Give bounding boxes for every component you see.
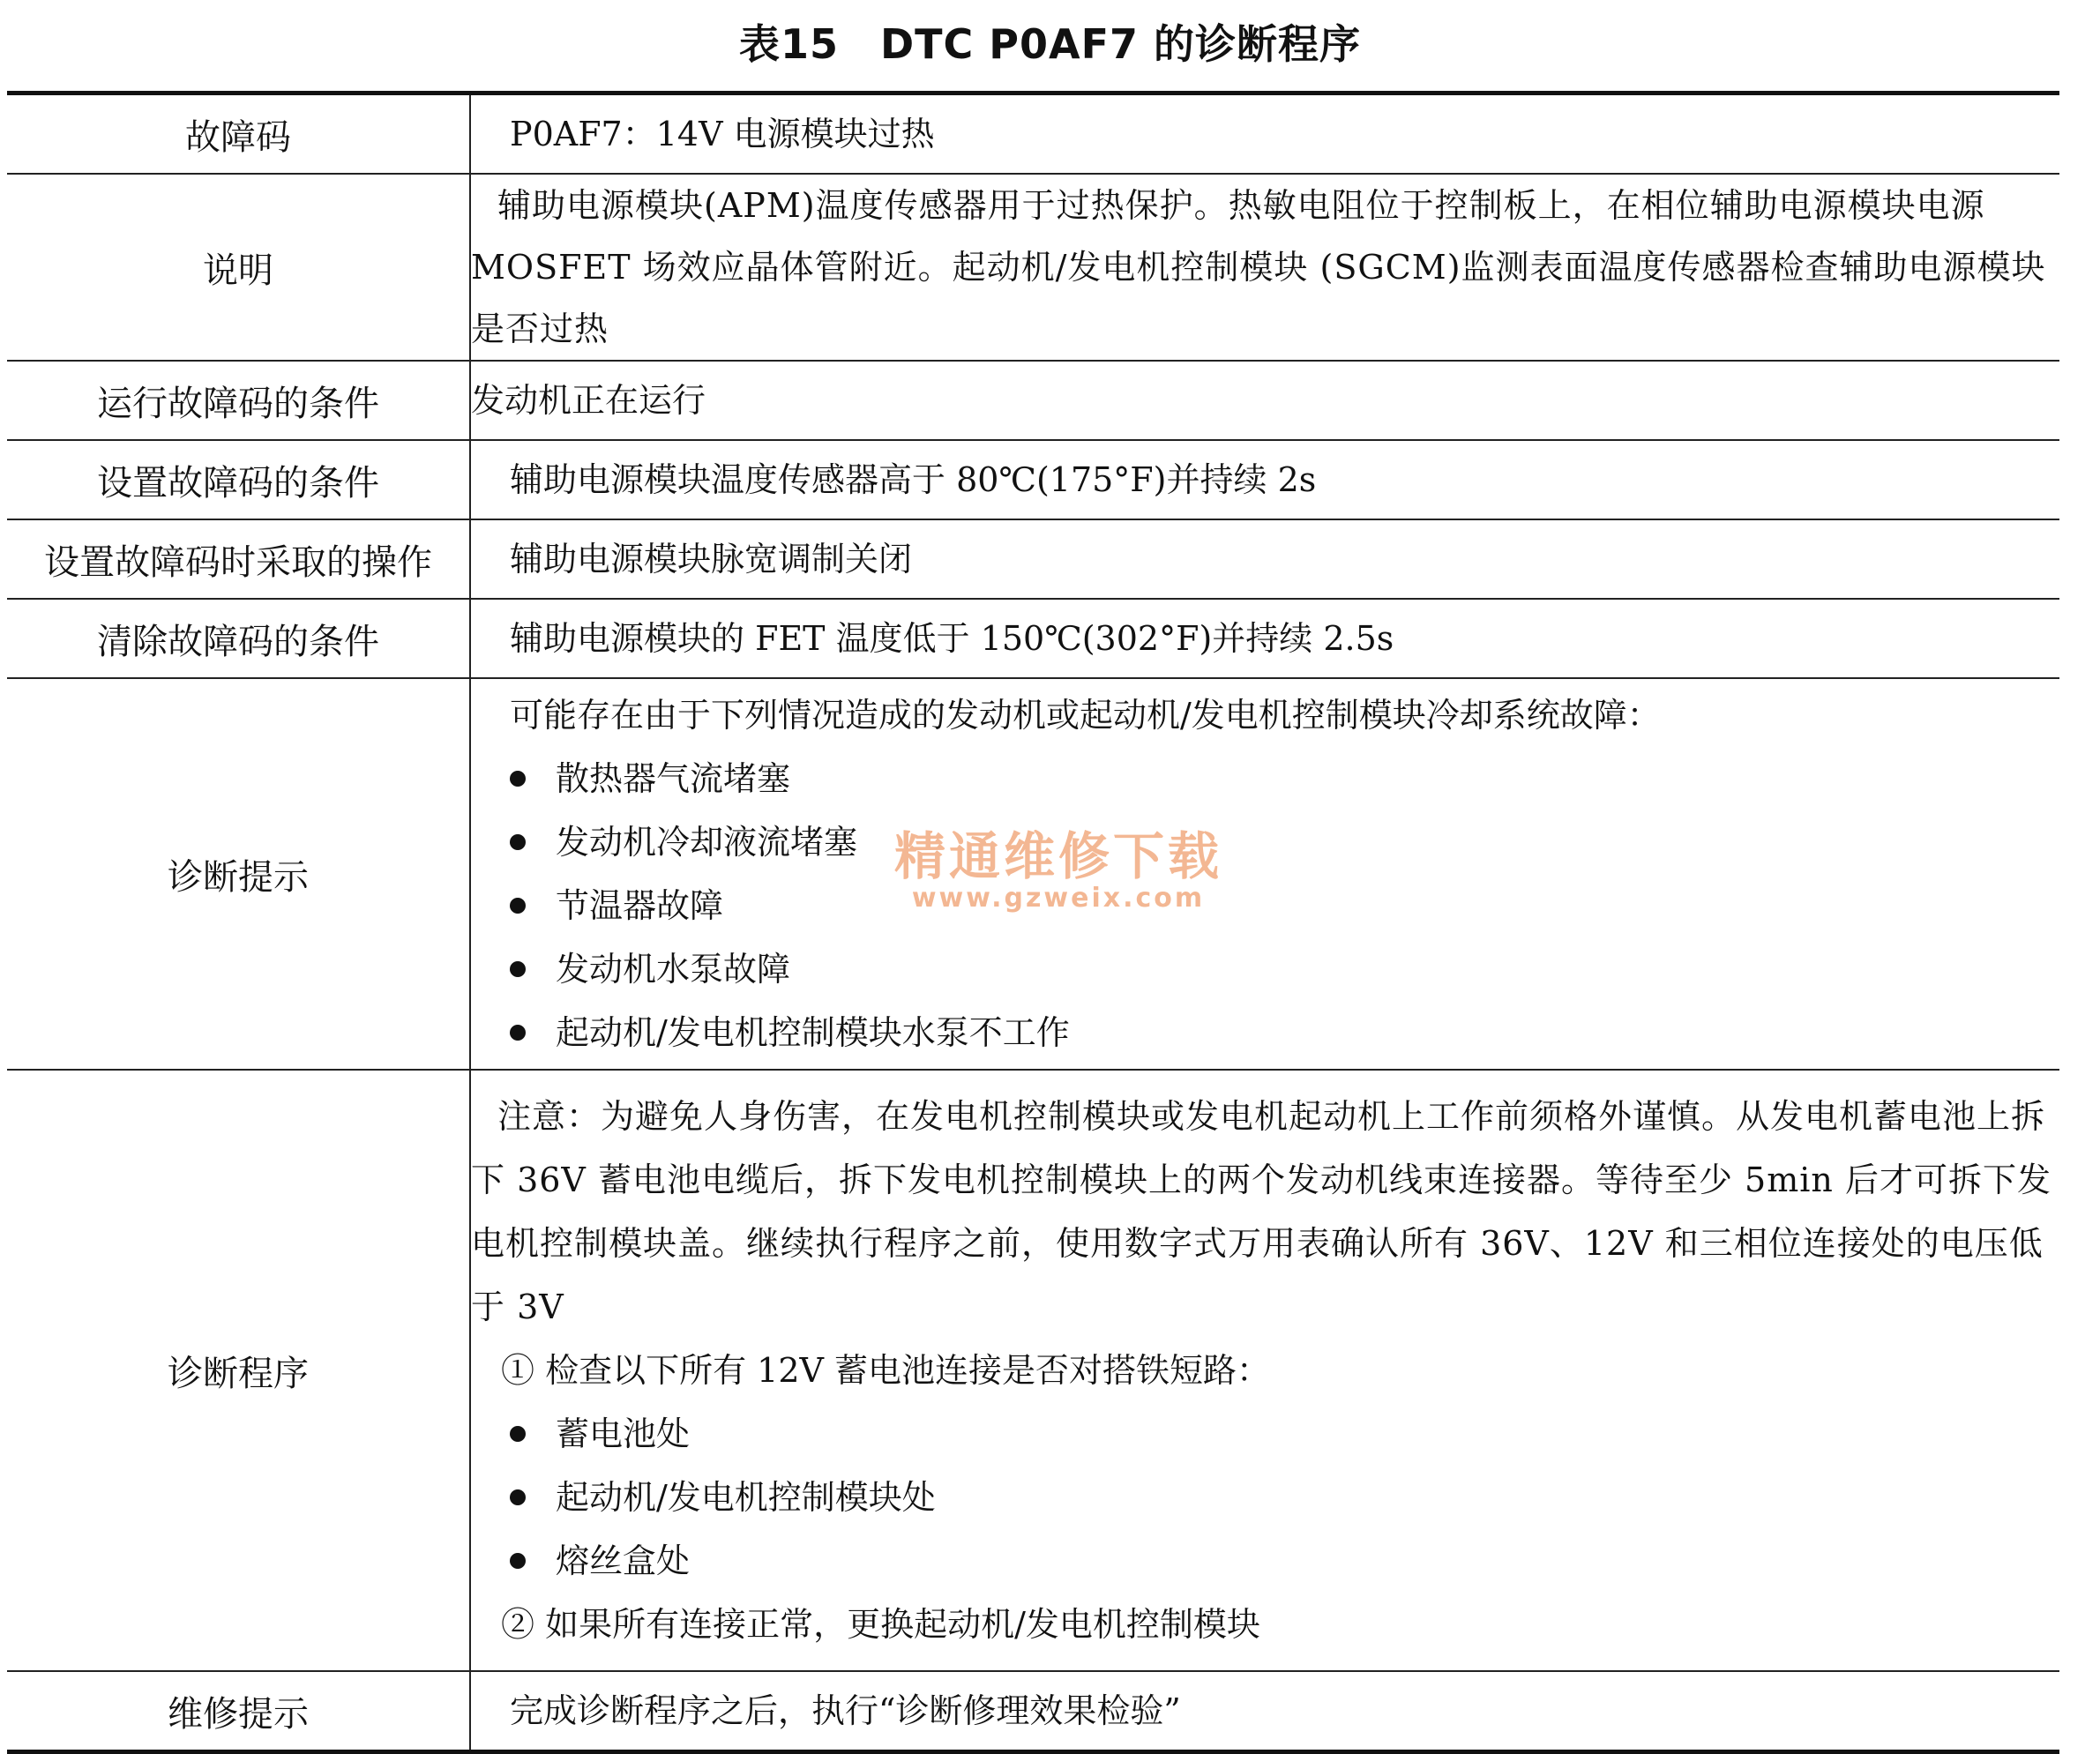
list-item xyxy=(471,810,2059,874)
row-value-code xyxy=(470,93,2059,175)
hint-item: 起动机/发电机控制模块水泵不工作 xyxy=(556,1013,1070,1052)
description-text: 辅助电源模块(APM)温度传感器用于过热保护。热敏电阻位于控制板上，在相位辅助电源模块电源 MOSFET 场效应晶体管附近。起动机/发电机控制模块 (SGCM)监测表面温度传感器检查辅助电源模块是否过热 xyxy=(471,186,2046,348)
row-label-set-actions: 设置故障码时采取的操作 xyxy=(7,519,470,599)
hints-intro: 可能存在由于下列情况造成的发动机或起动机/发电机控制模块冷却系统故障： xyxy=(510,696,1661,735)
bullet-icon xyxy=(510,1489,526,1505)
run-conditions-text: 发动机正在运行 xyxy=(471,381,706,420)
list-item xyxy=(471,1402,2059,1466)
bullet-icon xyxy=(510,1553,526,1569)
procedure-step-2: ② 如果所有连接正常，更换起动机/发电机控制模块 xyxy=(501,1605,1260,1644)
list-item xyxy=(471,1001,2059,1064)
row-value-procedure xyxy=(470,1070,2059,1671)
hint-item: 发动机水泵故障 xyxy=(556,950,791,989)
code-value: P0AF7：14V 电源模块过热 xyxy=(510,115,935,153)
row-label-hints: 诊断提示 xyxy=(7,678,470,1070)
table-row-hints xyxy=(7,678,2059,1070)
list-item xyxy=(471,874,2059,937)
bullet-icon xyxy=(510,834,526,850)
procedure-item: 熔丝盒处 xyxy=(556,1541,691,1580)
table-row-run-conditions xyxy=(7,361,2059,440)
table-row-clear-conditions xyxy=(7,599,2059,678)
row-value-clear-conditions xyxy=(470,599,2059,678)
row-value-hints xyxy=(470,678,2059,1070)
watermark-title: 精通维修下载 xyxy=(893,826,1222,886)
set-actions-text: 辅助电源模块脉宽调制关闭 xyxy=(510,540,913,578)
list-item xyxy=(471,1529,2059,1593)
bullet-icon xyxy=(510,898,526,914)
list-item xyxy=(471,1466,2059,1529)
dtc-table xyxy=(7,91,2059,1754)
procedure-item: 起动机/发电机控制模块处 xyxy=(556,1478,936,1517)
table-row-description xyxy=(7,174,2059,361)
row-value-repair xyxy=(470,1671,2059,1752)
bullet-icon xyxy=(510,771,526,787)
repair-text: 完成诊断程序之后，执行“诊断修理效果检验” xyxy=(510,1691,1181,1730)
watermark-url: www.gzweix.com xyxy=(911,883,1206,914)
row-value-description xyxy=(470,174,2059,361)
bullet-icon xyxy=(510,1025,526,1041)
row-value-run-conditions xyxy=(470,361,2059,440)
row-label-clear-conditions: 清除故障码的条件 xyxy=(7,599,470,678)
procedure-step-1: ① 检查以下所有 12V 蓄电池连接是否对搭铁短路： xyxy=(501,1351,1271,1390)
set-conditions-text: 辅助电源模块温度传感器高于 80℃(175°F)并持续 2s xyxy=(510,460,1317,499)
hint-item: 发动机冷却液流堵塞 xyxy=(556,823,858,862)
procedure-caution: 注意：为避免人身伤害，在发电机控制模块或发电机起动机上工作前须格外谨慎。从发电机蓄电池上拆下 36V 蓄电池电缆后，拆下发电机控制模块上的两个发动机线束连接器。等待至少 5min 后才可拆下发电机控制模块盖。继续执行程序之前，使用数字式万用表确认所有 36V、12V 和三相位连接处的电压低于 3V xyxy=(471,1097,2051,1326)
row-label-repair: 维修提示 xyxy=(7,1671,470,1752)
bullet-icon xyxy=(510,961,526,977)
bullet-icon xyxy=(510,1426,526,1442)
hint-item: 节温器故障 xyxy=(556,886,724,925)
list-item xyxy=(471,747,2059,810)
row-value-set-actions xyxy=(470,519,2059,599)
table-row-set-conditions xyxy=(7,440,2059,519)
row-label-description: 说明 xyxy=(7,174,470,361)
page-title: 表15 DTC P0AF7 的诊断程序 xyxy=(738,20,1362,68)
table-row-repair xyxy=(7,1671,2059,1752)
list-item xyxy=(471,937,2059,1001)
row-label-code: 故障码 xyxy=(7,93,470,175)
row-label-set-conditions: 设置故障码的条件 xyxy=(7,440,470,519)
clear-conditions-text: 辅助电源模块的 FET 温度低于 150℃(302°F)并持续 2.5s xyxy=(510,619,1394,658)
table-row-procedure xyxy=(7,1070,2059,1671)
row-value-set-conditions xyxy=(470,440,2059,519)
row-label-procedure: 诊断程序 xyxy=(7,1070,470,1671)
table-row-code xyxy=(7,93,2059,175)
table-row-set-actions xyxy=(7,519,2059,599)
procedure-item: 蓄电池处 xyxy=(556,1414,691,1453)
hint-item: 散热器气流堵塞 xyxy=(556,759,791,798)
row-label-run-conditions: 运行故障码的条件 xyxy=(7,361,470,440)
